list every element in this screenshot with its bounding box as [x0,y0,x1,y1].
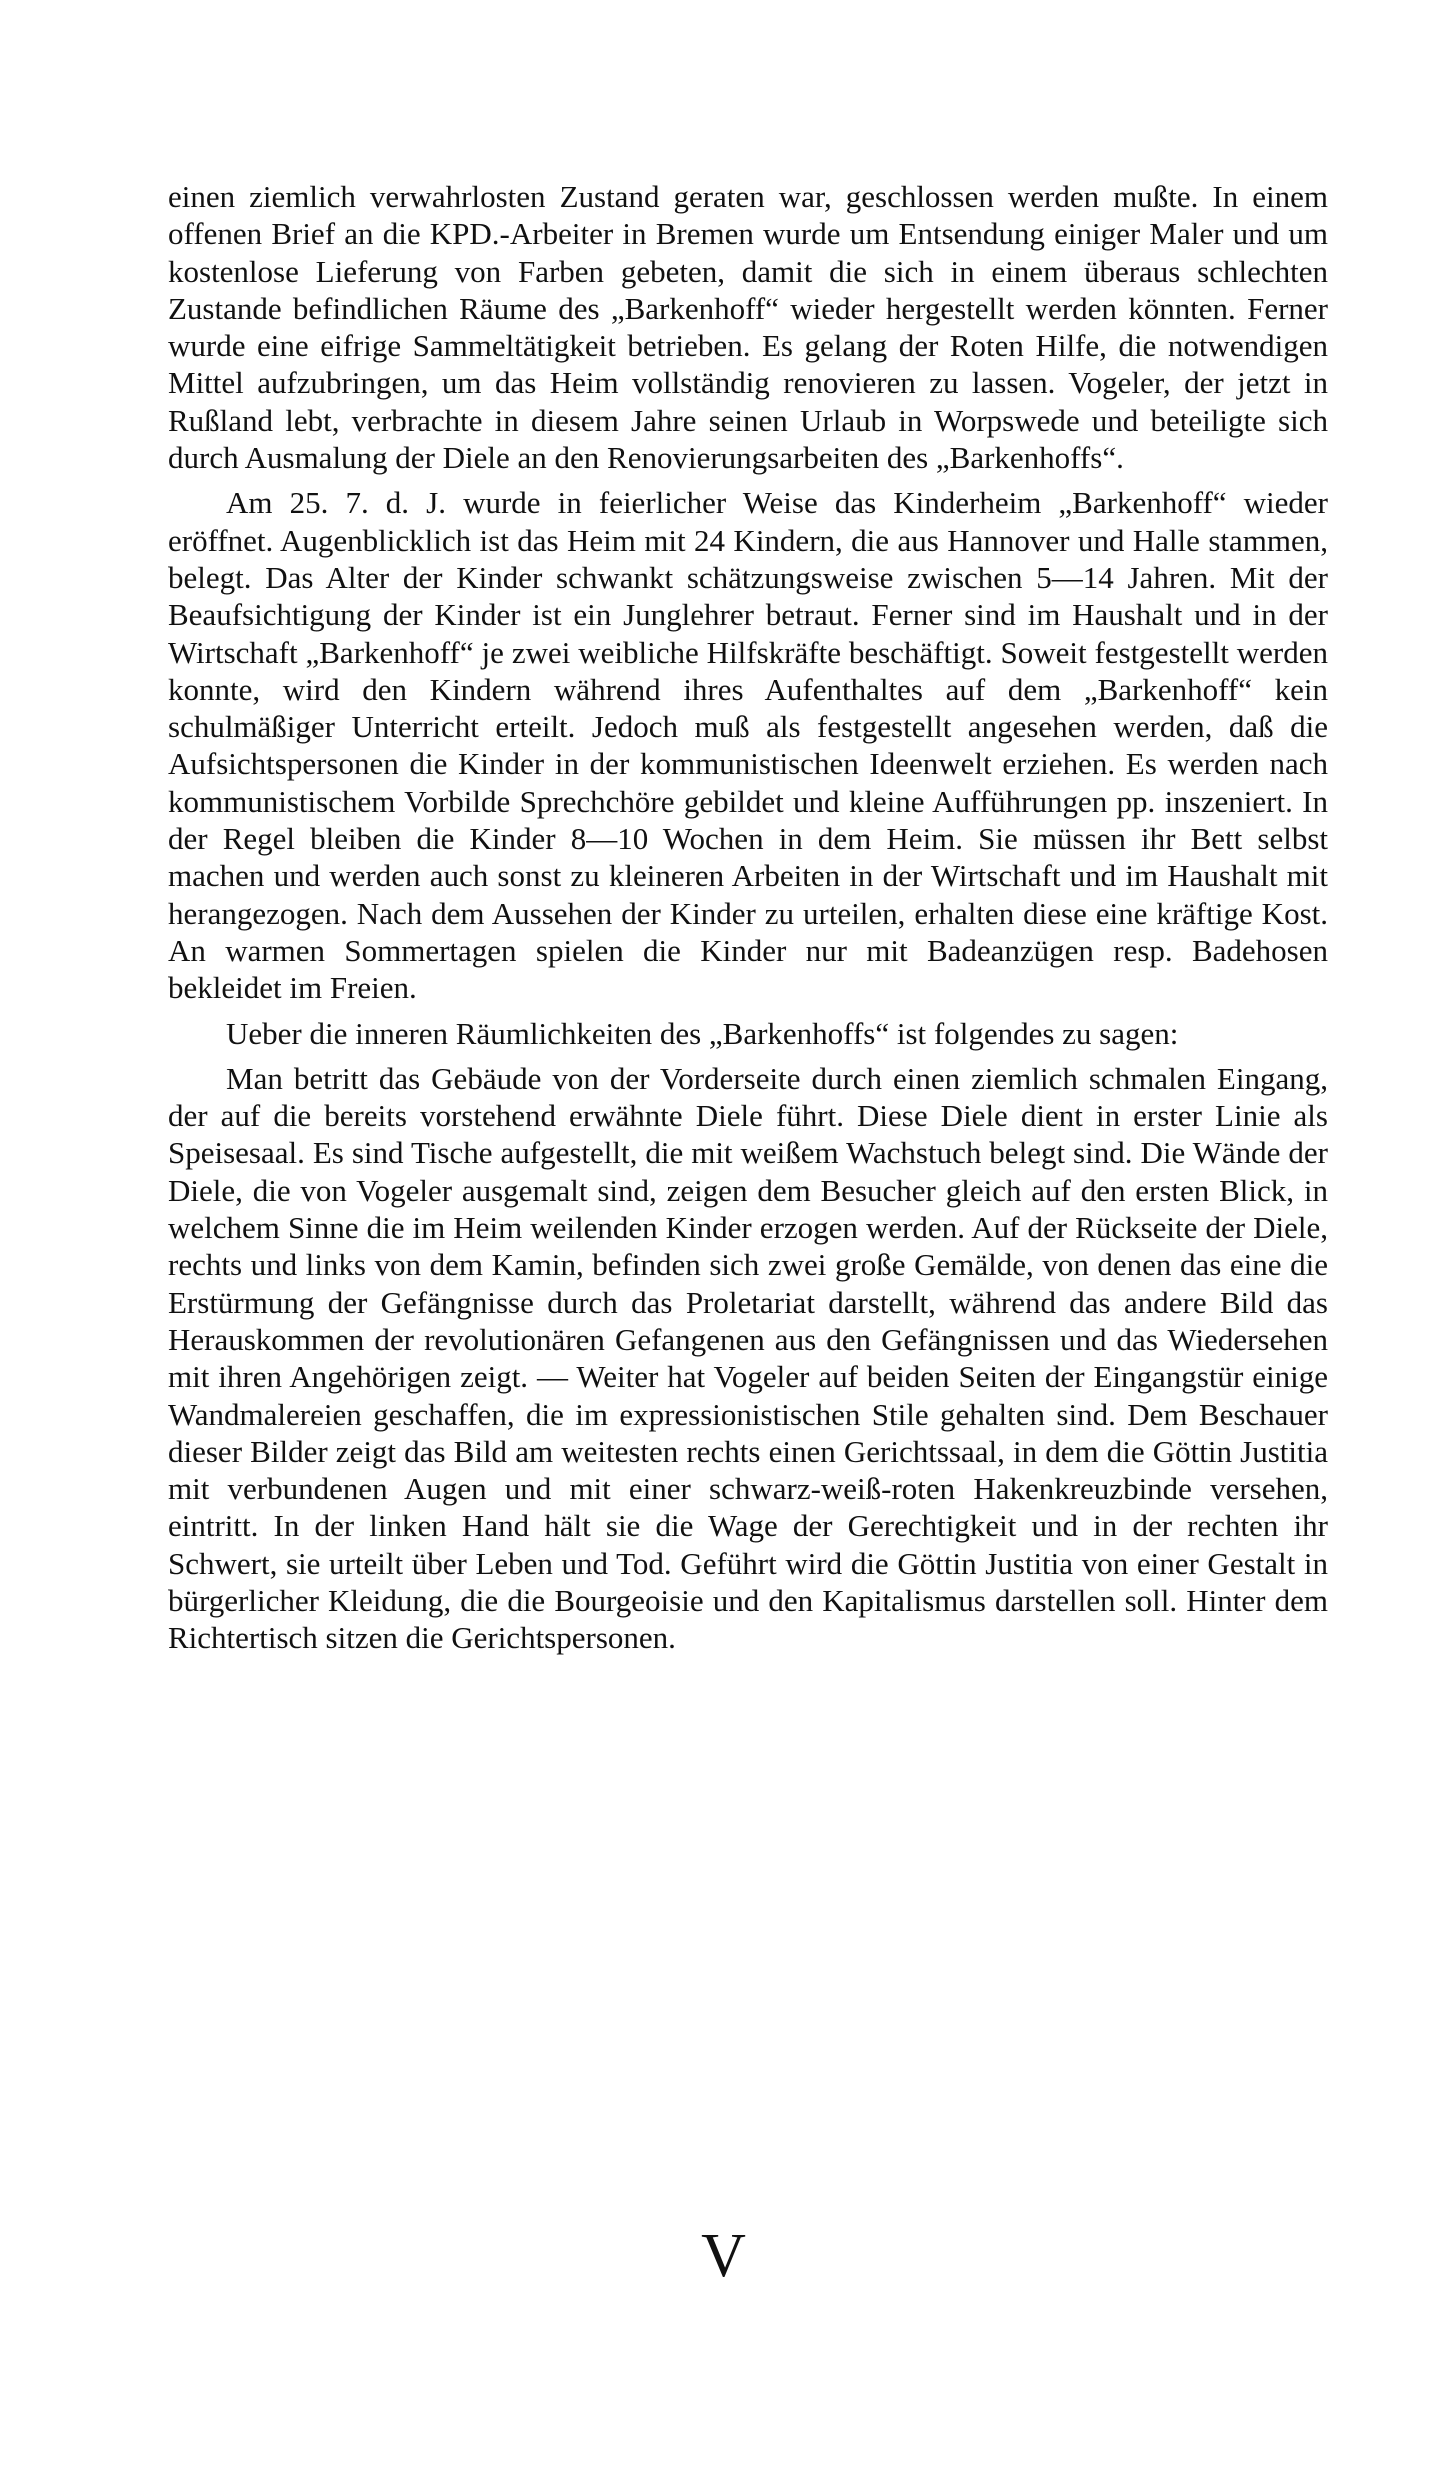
paragraph-4: Man betritt das Gebäude von der Vorderseite durch einen ziemlich schmalen Eingang, der auf die bereits vorstehend erwähnte Diele führt. Diese Diele dient in erster Linie als Speisesaal. Es sind Tische aufgestellt, die mit weißem Wachstuch belegt sind. Die Wände der Diele, die von Vogeler ausgemalt sind, zeigen dem Besucher gleich auf den ersten Blick, in welchem Sinne die im Heim weilenden Kinder erzogen werden. Auf der Rückseite der Diele, rechts und links von dem Kamin, befinden sich zwei große Gemälde, von denen das eine die Erstürmung der Gefängnisse durch das Proletariat darstellt, während das andere Bild das Herauskommen der revolutionären Gefangenen aus den Gefängnissen und das Wiedersehen mit ihren Angehörigen zeigt. — Weiter hat Vogeler auf beiden Seiten der Eingangstür einige Wandmalereien geschaffen, die im expressionistischen Stile gehalten sind. Dem Beschauer dieser Bilder zeigt das Bild am weitesten rechts einen Gerichtssaal, in dem die Göttin Justitia mit verbundenen Augen und mit einer schwarz-weiß-roten Hakenkreuzbinde versehen, eintritt. In der linken Hand hält sie die Wage der Gerechtigkeit und in der rechten ihr Schwert, sie urteilt über Leben und Tod. Geführt wird die Göttin Justitia von einer Gestalt in bürgerlicher Kleidung, die die Bourgeoisie und den Kapitalismus darstellen soll. Hinter dem Richtertisch sitzen die Gerichtspersonen. [168,1060,1328,1656]
paragraph-3: Ueber die inneren Räumlichkeiten des „Barkenhoffs“ ist folgendes zu sagen: [226,1015,1179,1051]
paragraph-1: einen ziemlich verwahrlosten Zustand geraten war, geschlossen werden mußte. In einem offenen Brief an die KPD.-Arbeiter in Bremen wurde um Entsendung einiger Maler und um kostenlose Lieferung von Farben gebeten, damit die sich in einem überaus schlechten Zustande befindlichen Räume des „Barkenhoff“ wieder hergestellt werden könnten. Ferner wurde eine eifrige Sammeltätigkeit betrieben. Es gelang der Roten Hilfe, die notwendigen Mittel aufzubringen, um das Heim vollständig renovieren zu lassen. Vogeler, der jetzt in Rußland lebt, verbrachte in diesem Jahre seinen Urlaub in Worpswede und beteiligte sich durch Ausmalung der Diele an den Renovierungsarbeiten des „Barkenhoffs“. [168,179,1328,476]
body-text [168,178,1328,1657]
paragraph-2: Am 25. 7. d. J. wurde in feierlicher Weise das Kinderheim „Barkenhoff“ wieder eröffnet. Augenblicklich ist das Heim mit 24 Kindern, die aus Hannover und Halle stammen, belegt. Das Alter der Kinder schwankt schätzungsweise zwischen 5—14 Jahren. Mit der Beaufsichtigung der Kinder ist ein Junglehrer betraut. Ferner sind im Haushalt und in der Wirtschaft „Barkenhoff“ je zwei weibliche Hilfskräfte beschäftigt. Soweit festgestellt werden konnte, wird den Kindern während ihres Aufenthaltes auf dem „Barkenhoff“ kein schulmäßiger Unterricht erteilt. Jedoch muß als festgestellt angesehen werden, daß die Aufsichtspersonen die Kinder in der kommunistischen Ideenwelt erziehen. Es werden nach kommunistischem Vorbilde Sprechchöre gebildet und kleine Aufführungen pp. inszeniert. In der Regel bleiben die Kinder 8—10 Wochen in dem Heim. Sie müssen ihr Bett selbst machen und werden auch sonst zu kleineren Arbeiten in der Wirtschaft und im Haushalt mit herangezogen. Nach dem Aussehen der Kinder zu urteilen, erhalten diese eine kräftige Kost. An warmen Sommertagen spielen die Kinder nur mit Badeanzügen resp. Badehosen bekleidet im Freien. [168,485,1328,1006]
page-number: V [701,2222,746,2290]
